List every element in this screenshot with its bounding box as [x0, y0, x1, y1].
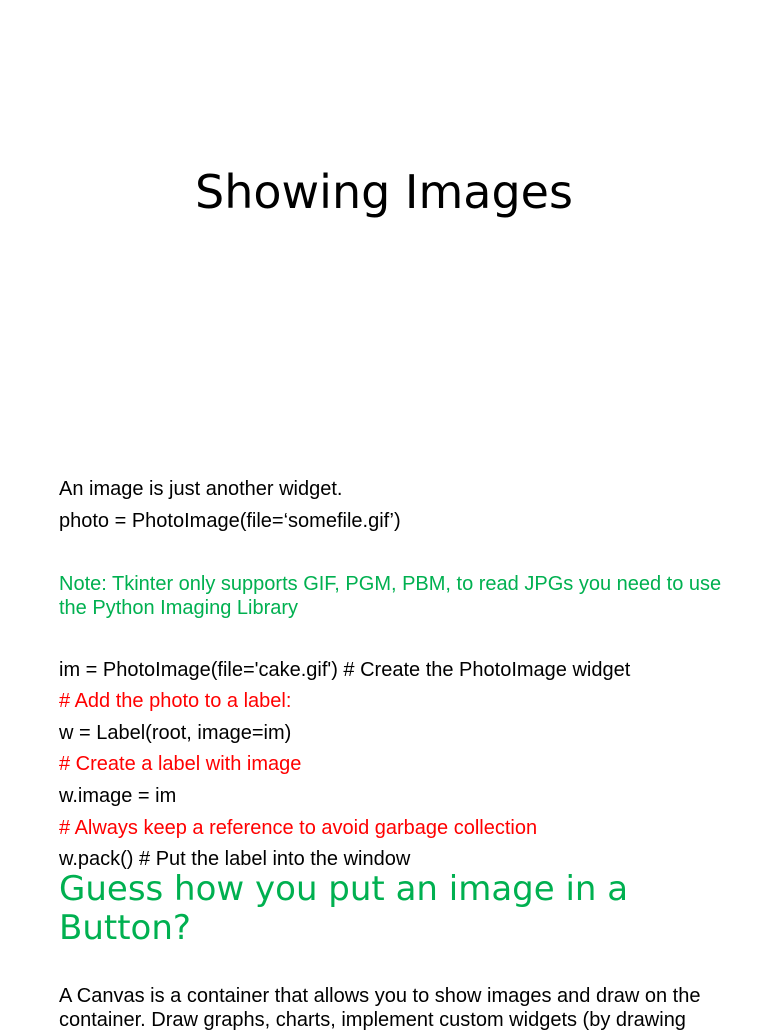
code-line: w = Label(root, image=im) — [59, 722, 292, 744]
photo-code-line: photo = PhotoImage(file=‘somefile.gif’) — [59, 510, 401, 532]
question-heading: Guess how you put an image in a Button? — [59, 869, 629, 948]
code-line: im = PhotoImage(file='cake.gif') # Create the PhotoImage widget — [59, 659, 631, 681]
intro-text: An image is just another widget. — [59, 478, 343, 500]
code-comment: # Create a label with image — [59, 753, 302, 775]
code-line: w.pack() # Put the label into the window — [59, 848, 411, 870]
code-line: w.image = im — [59, 785, 177, 807]
code-comment: # Add the photo to a label: — [59, 690, 292, 712]
note-text: Note: Tkinter only supports GIF, PGM, PBM, to read JPGs you need to use the Python Imaging Library — [59, 573, 722, 619]
canvas-description: A Canvas is a container that allows you to show images and draw on the container. Draw graphs, charts, implement custom widgets (by drawing — [59, 985, 701, 1031]
code-comment: # Always keep a reference to avoid garbage collection — [59, 817, 538, 839]
slide-title: Showing Images — [195, 165, 573, 219]
